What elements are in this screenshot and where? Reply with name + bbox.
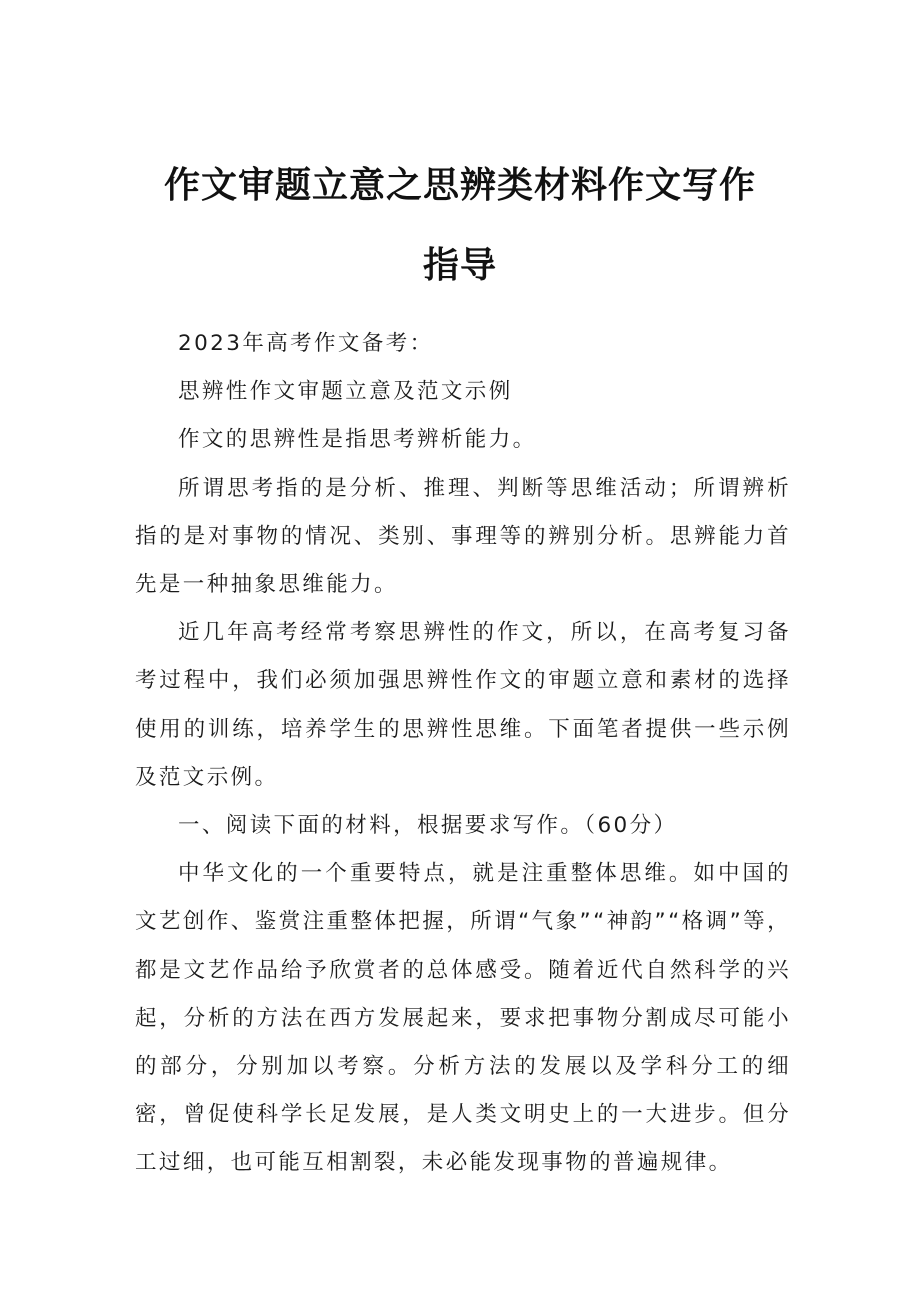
document-body: [135, 320, 791, 1188]
paragraph-definition: 作文的思辨性是指思考辨析能力。: [178, 427, 537, 453]
paragraph-exam-trend: 近几年高考经常考察思辨性的作文，所以，在高考复习备考过程中，我们必须加强思辨性作文的审题立意和素材的选择使用的训练，培养学生的思辨性思维。下面笔者提供一些示例及范文示例。: [135, 620, 791, 790]
document-title-line-1: 作文审题立意之思辨类材料作文写作: [163, 165, 756, 206]
paragraph-question-one: 一、阅读下面的材料，根据要求写作。（60分）: [178, 813, 678, 839]
paragraph-subtitle: 思辨性作文审题立意及范文示例: [178, 379, 513, 405]
paragraph-explanation: 所谓思考指的是分析、推理、判断等思维活动；所谓辨析指的是对事物的情况、类别、事理等的辨别分析。思辨能力首先是一种抽象思维能力。: [135, 475, 791, 598]
paragraph-material: 中华文化的一个重要特点，就是注重整体思维。如中国的文艺创作、鉴赏注重整体把握，所谓“气象”“神韵”“格调”等，都是文艺作品给予欣赏者的总体感受。随着近代自然科学的兴起，分析的方法在西方发展起来，要求把事物分割成尽可能小的部分，分别加以考察。分析方法的发展以及学科分工的细密，曾促使科学长足发展，是人类文明史上的一大进步。但分工过细，也可能互相割裂，未必能发现事物的普遍规律。: [135, 861, 791, 1176]
paragraph-exam-prep: 2023年高考作文备考：: [178, 331, 434, 356]
document-title-line-2: 指导: [422, 245, 497, 286]
